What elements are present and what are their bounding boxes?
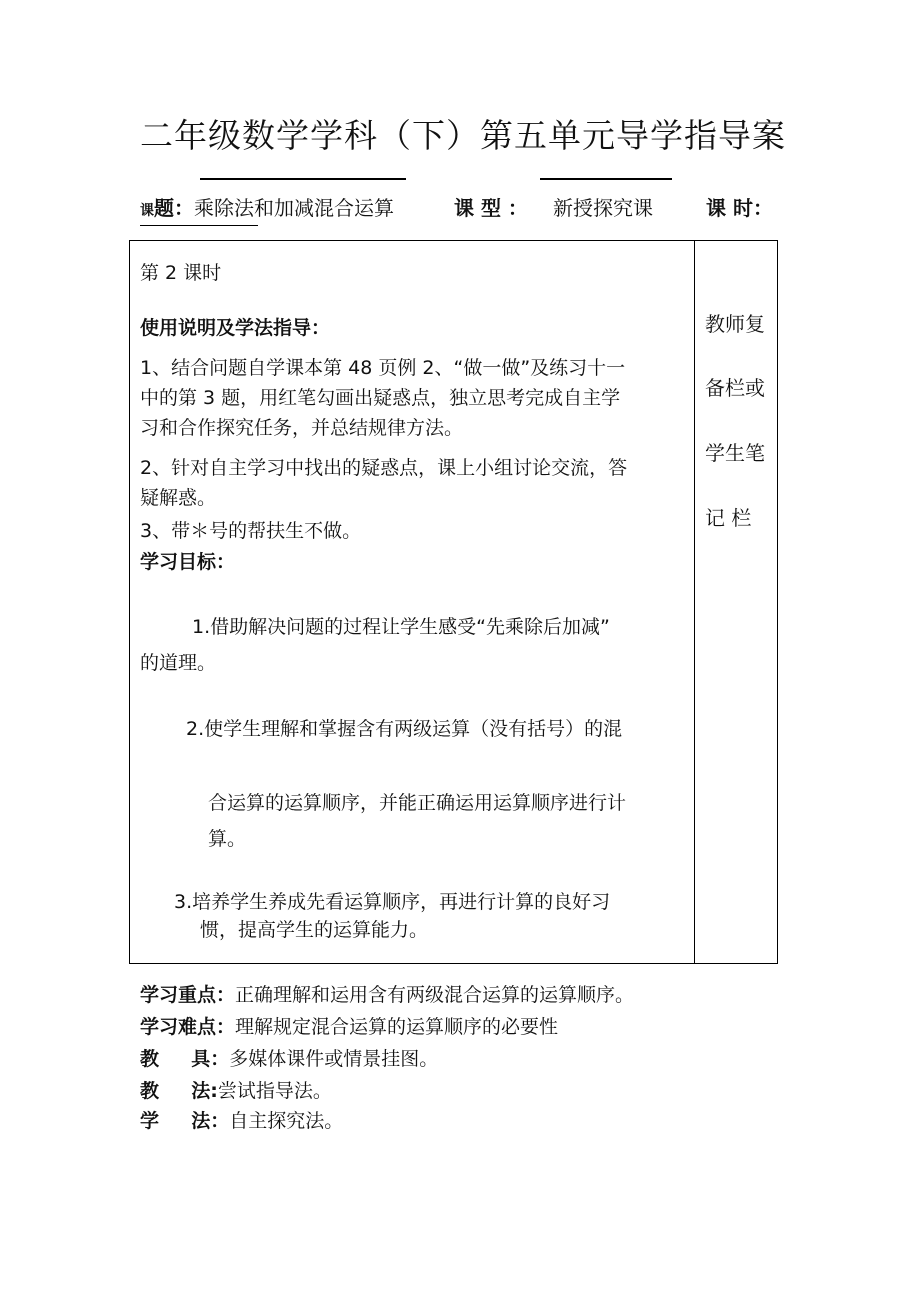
topic-small-label: 课 [140,203,154,219]
focus-label: 学习重点： [140,984,236,1006]
side-note-line-4: 记 栏 [705,506,752,530]
focus-value: 正确理解和运用含有两级混合运算的运算顺序。 [235,984,635,1006]
side-note-line-2: 备栏或 [705,376,765,400]
hours-field [706,192,773,221]
goal-1-line-1: 1.借助解决问题的过程让学生感受“先乘除后加减” [192,616,610,638]
instruction-3: 3、带＊号的帮扶生不做。 [140,520,362,542]
goal-2-line-1: 2.使学生理解和掌握含有两级运算（没有括号）的混 [186,718,623,740]
instruction-1-line-2: 中的第 3 题，用红笔勾画出疑惑点，独立思考完成自主学 [140,387,621,409]
hours-label: 课 时： [706,196,773,220]
tools-value: 多媒体课件或情景挂图。 [229,1048,439,1070]
learning-method-label: 学 法： [140,1110,230,1132]
topic-label: 题： [154,196,194,220]
title-underline-right [540,178,672,180]
learning-method-row [140,1106,343,1133]
learning-method-value: 自主探究法。 [229,1110,344,1132]
focus-row [140,980,634,1007]
instructions-heading: 使用说明及学法指导： [140,317,331,339]
instruction-2-line-2: 疑解惑。 [140,487,217,509]
goal-3-line-1: 3.培养学生养成先看运算顺序，再进行计算的良好习 [174,891,611,913]
type-field [454,192,528,221]
goal-1-line-2: 的道理。 [140,652,217,674]
tools-row [140,1044,438,1071]
period-label: 第 2 课时 [140,262,222,284]
goal-3-line-2: 惯，提高学生的运算能力。 [200,919,429,941]
side-note-line-1: 教师复 [705,312,765,336]
teaching-method-row [140,1076,332,1103]
difficulty-row [140,1012,558,1039]
instruction-1-line-1: 1、结合问题自学课本第 48 页例 2、“做一做”及练习十一 [140,357,626,379]
instruction-1-line-3: 习和合作探究任务，并总结规律方法。 [140,417,464,439]
topic-field [140,192,394,221]
difficulty-value: 理解规定混合运算的运算顺序的必要性 [235,1016,559,1038]
tools-label: 教 具： [140,1048,230,1070]
table-column-divider [694,240,695,964]
teaching-method-value: 尝试指导法。 [217,1080,332,1102]
goal-2-line-2: 合运算的运算顺序，并能正确运用运算顺序进行计 [208,792,627,814]
topic-underline [140,225,258,226]
page-title: 二年级数学学科（下）第五单元导学指导案 [140,116,786,155]
content-table [129,240,778,964]
type-label: 课 型 ： [454,196,528,220]
goal-2-line-3: 算。 [208,828,247,850]
side-note-line-3: 学生笔 [705,441,765,465]
topic-value: 乘除法和加减混合运算 [194,196,394,220]
type-value: 新授探究课 [553,196,653,220]
instruction-2-line-1: 2、针对自主学习中找出的疑惑点，课上小组讨论交流，答 [140,457,628,479]
goals-heading: 学习目标： [140,551,236,573]
teaching-method-label: 教 法: [140,1080,218,1102]
difficulty-label: 学习难点： [140,1016,236,1038]
title-underline-left [200,178,406,180]
